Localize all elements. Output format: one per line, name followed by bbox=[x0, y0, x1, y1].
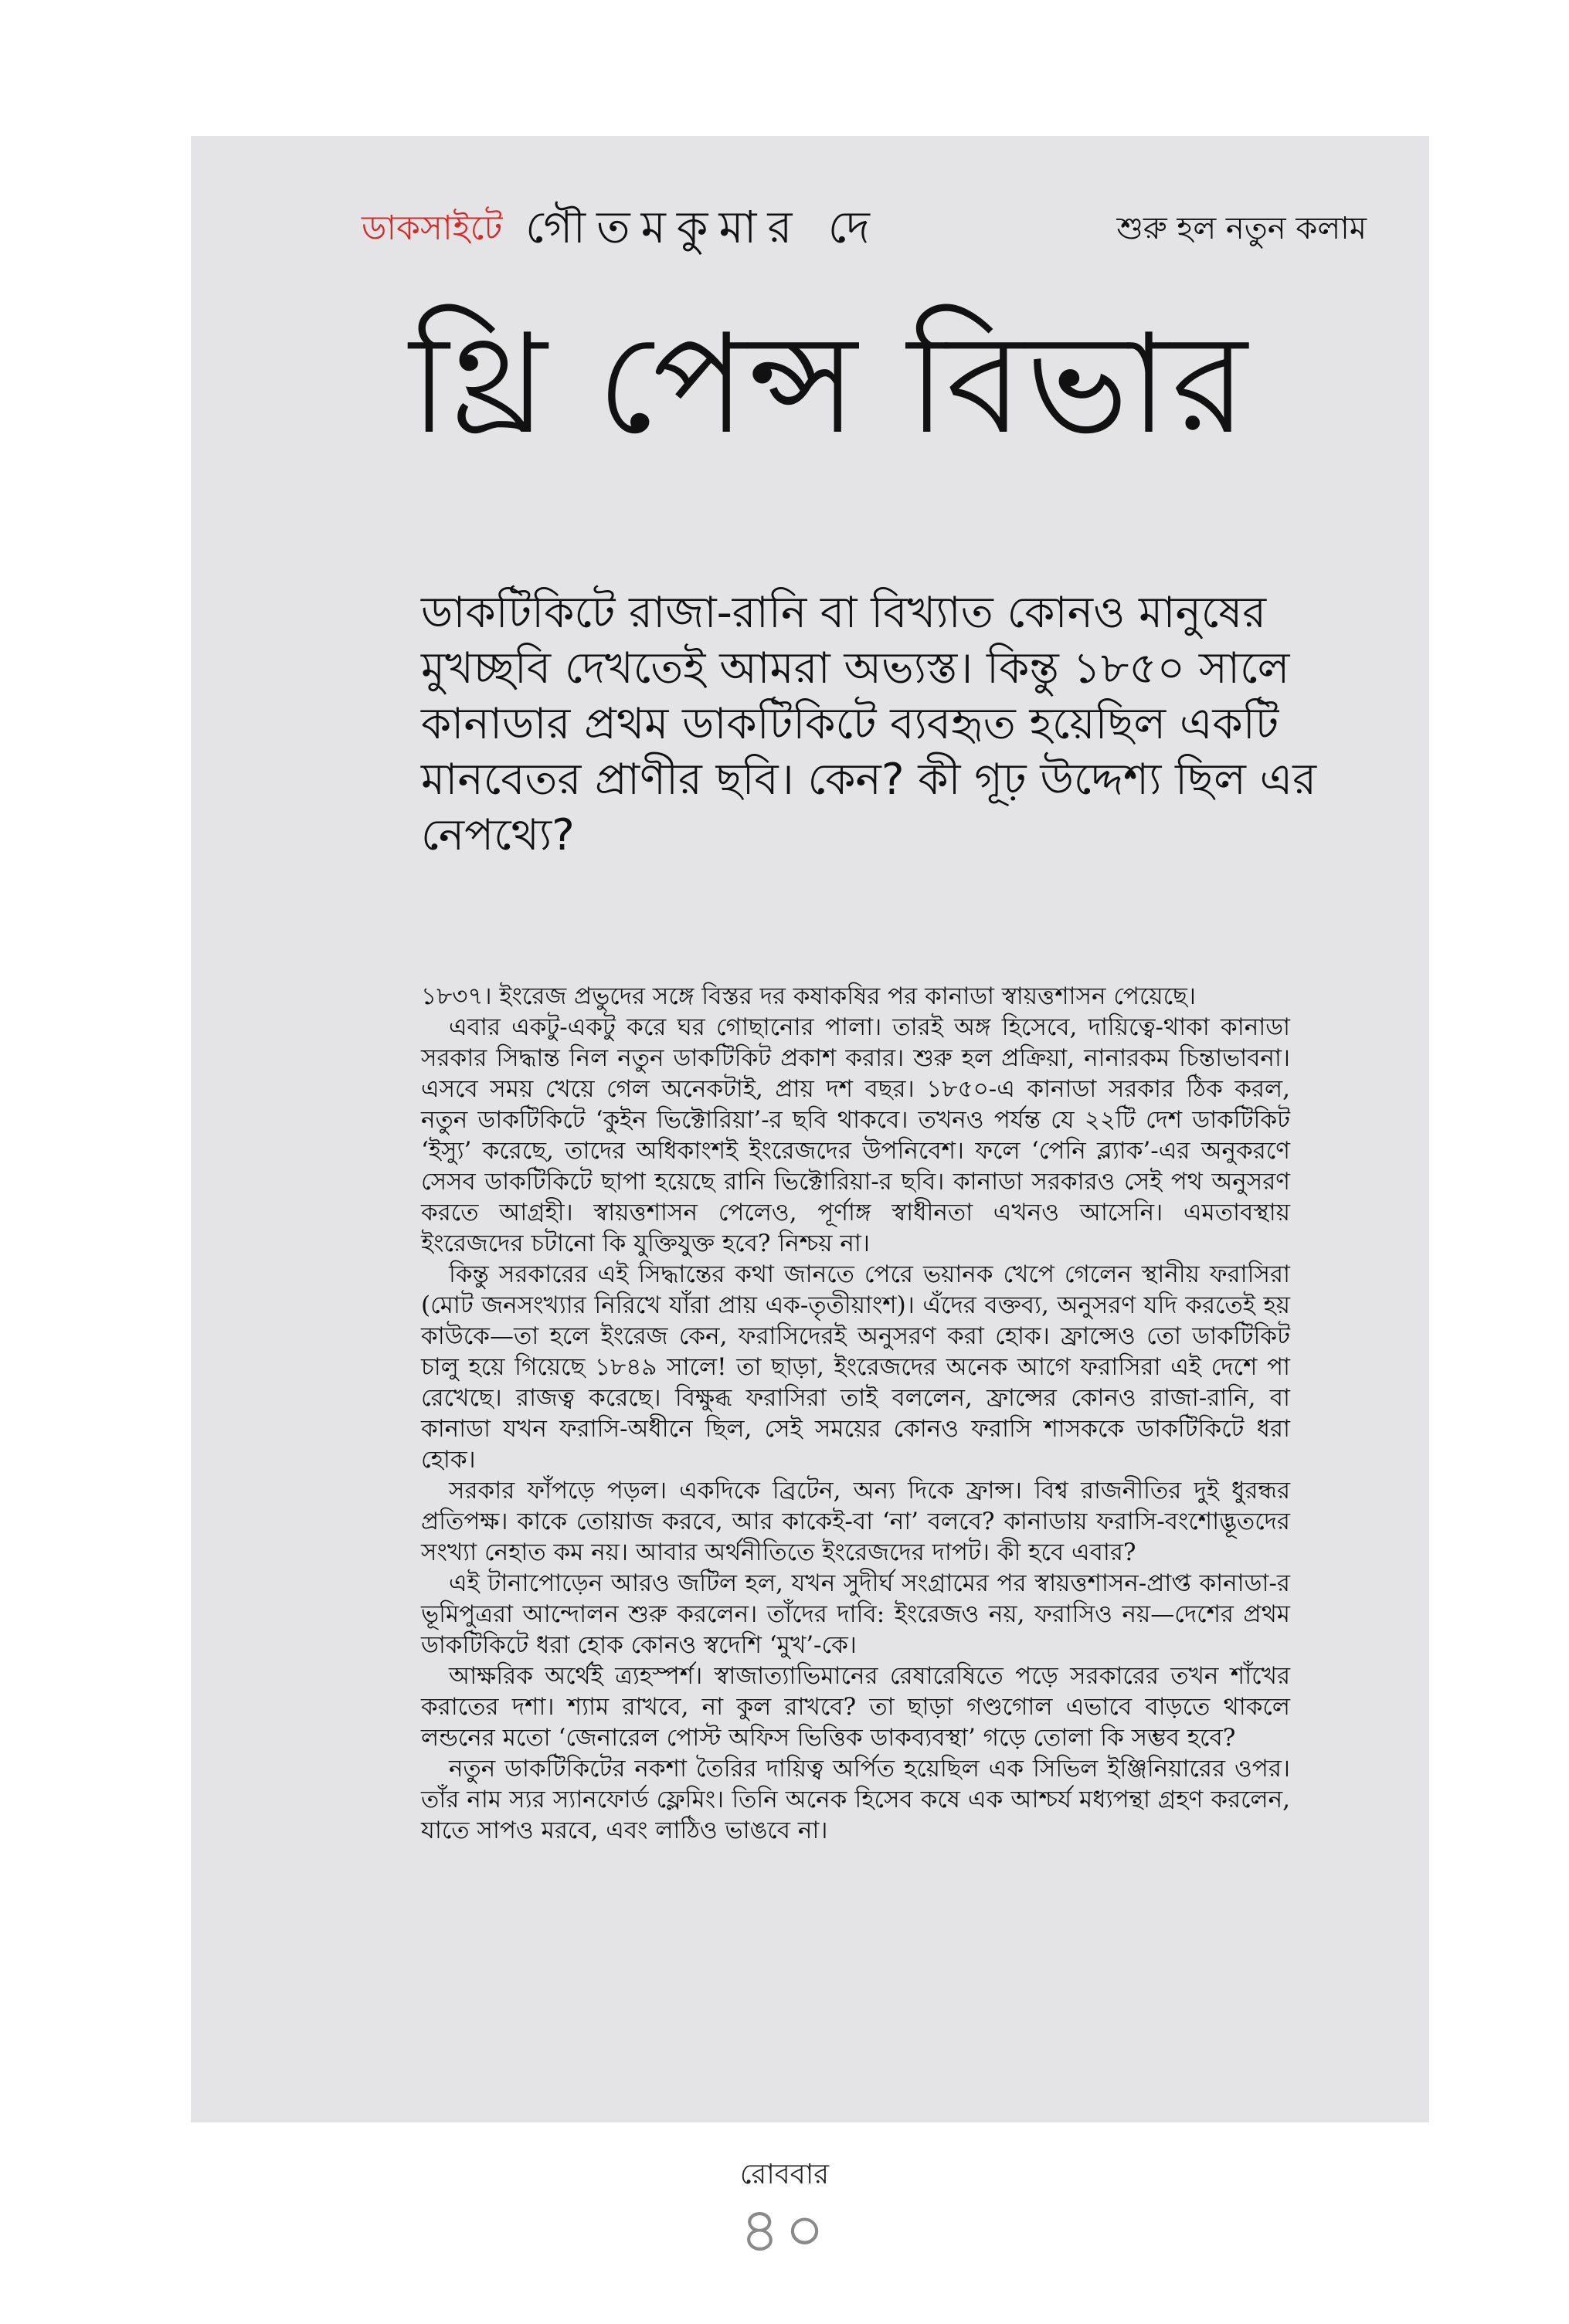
body-paragraph: আক্ষরিক অর্থেই ত্র্যহস্পর্শ। স্বাজাত্যাভিমানের রেষারেষিতে পড়ে সরকারের তখন শাঁখের করাতের দশা। শ্যাম রাখবে, না কুল রাখবে? তা ছাড়া গণ্ডগোল এভাবে বাড়তে থাকলে লন্ডনের মতো ‘জেনারেল পোস্ট অফিস ভিত্তিক ডাকব্যবস্থা’ গড়ে তোলা কি সম্ভব হবে? bbox=[421, 1662, 1290, 1752]
body-paragraph: নতুন ডাকটিকিটের নকশা তৈরির দায়িত্ব অর্পিত হয়েছিল এক সিভিল ইঞ্জিনিয়ারের ওপর। তাঁর নাম স্যর স্যানফোর্ড ফ্লেমিং। তিনি অনেক হিসেব কষে এক আশ্চর্য মধ্যপন্থা গ্রহণ করলেন, যাতে সাপও মরবে, এবং লাঠিও ভাঙবে না। bbox=[421, 1755, 1290, 1844]
headline: থ্রি পেন্স বিভার bbox=[409, 304, 1251, 464]
standfirst-text: ডাকটিকিটে রাজা-রানি বা বিখ্যাত কোনও মানুষের মুখচ্ছবি দেখতেই আমরা অভ্যস্ত। কিন্তু ১৮৫০ সালে কানাডার প্রথম ডাকটিকিটে ব্যবহৃত হয়েছিল একটি মানবেতর প্রাণীর ছবি। কেন? কী গূঢ় উদ্দেশ্য ছিল এর নেপথ্যে? bbox=[421, 588, 1317, 860]
body-paragraph: ১৮৩৭। ইংরেজ প্রভুদের সঙ্গে বিস্তর দর কষাকষির পর কানাডা স্বায়ত্তশাসন পেয়েছে। bbox=[421, 982, 1197, 1010]
section-tag: ডাকসাইটে bbox=[362, 209, 503, 248]
body-paragraph: এবার একটু-একটু করে ঘর গোছানোর পালা। তারই অঙ্গ হিসেবে, দায়িত্বে-থাকা কানাডা সরকার সিদ্ধান্ত নিল নতুন ডাকটিকিট প্রকাশ করার। শুরু হল প্রক্রিয়া, নানারকম চিন্তাভাবনা। এসবে সময় খেয়ে গেল অনেকটাই, প্রায় দশ বছর। ১৮৫০-এ কানাডা সরকার ঠিক করল, নতুন ডাকটিকিটে ‘কুইন ভিক্টোরিয়া’-র ছবি থাকবে। তখনও পর্যন্ত যে ২২টি দেশ ডাকটিকিট ‘ইস্যু’ করেছে, তাদের অধিকাংশই ইংরেজদের উপনিবেশ। ফলে ‘পেনি ব্ল্যাক’-এর অনুকরণে সেসব ডাকটিকিটে ছাপা হয়েছে রানি ভিক্টোরিয়া-র ছবি। কানাডা সরকারও সেই পথ অনুসরণ করতে আগ্রহী। স্বায়ত্তশাসন পেলেও, পূর্ণাঙ্গ স্বাধীনতা এখনও আসেনি। এমতাবস্থায় ইংরেজদের চটানো কি যুক্তিযুক্ত হবে? নিশ্চয় না। bbox=[421, 1013, 1290, 1257]
body-paragraph: সরকার ফাঁপড়ে পড়ল। একদিকে ব্রিটেন, অন্য দিকে ফ্রান্স। বিশ্ব রাজনীতির দুই ধুরন্ধর প্রতিপক্ষ। কাকে তোয়াজ করবে, আর কাকেই-বা ‘না’ বলবে? কানাডায় ফরাসি-বংশোদ্ভূতদের সংখ্যা নেহাত কম নয়। আবার অর্থনীতিতে ইংরেজদের দাপট। কী হবে এবার? bbox=[421, 1477, 1290, 1566]
publication-name: রোববার bbox=[739, 2159, 830, 2190]
column-kicker: শুরু হল নতুন কলাম bbox=[1116, 211, 1367, 246]
page-number: ৪০ bbox=[739, 2194, 830, 2266]
author-name: গৌতমকুমার দে bbox=[525, 201, 881, 253]
standfirst bbox=[421, 585, 1333, 863]
body-paragraph: এই টানাপোড়েন আরও জটিল হল, যখন সুদীর্ঘ সংগ্রামের পর স্বায়ত্তশাসন-প্রাপ্ত কানাডা-র ভূমিপুত্ররা আন্দোলন শুরু করলেন। তাঁদের দাবি: ইংরেজও নয়, ফরাসিও নয়—দেশের প্রথম ডাকটিকিটে ধরা হোক কোনও স্বদেশি ‘মুখ’-কে। bbox=[421, 1569, 1290, 1659]
article-body bbox=[421, 981, 1290, 1846]
body-paragraph: কিন্তু সরকারের এই সিদ্ধান্তের কথা জানতে পেরে ভয়ানক খেপে গেলেন স্থানীয় ফরাসিরা (মোট জনসংখ্যার নিরিখে যাঁরা প্রায় এক-তৃতীয়াংশ)। এঁদের বক্তব্য, অনুসরণ যদি করতেই হয় কাউকে—তা হলে ইংরেজ কেন, ফরাসিদেরই অনুসরণ করা হোক। ফ্রান্সেও তো ডাকটিকিট চালু হয়ে গিয়েছে ১৮৪৯ সালে! তা ছাড়া, ইংরেজদের অনেক আগে ফরাসিরা এই দেশে পা রেখেছে। রাজত্ব করেছে। বিক্ষুব্ধ ফরাসিরা তাই বললেন, ফ্রান্সের কোনও রাজা-রানি, বা কানাডা যখন ফরাসি-অধীনে ছিল, সেই সময়ের কোনও ফরাসি শাসককে ডাকটিকিটে ধরা হোক। bbox=[421, 1260, 1290, 1474]
